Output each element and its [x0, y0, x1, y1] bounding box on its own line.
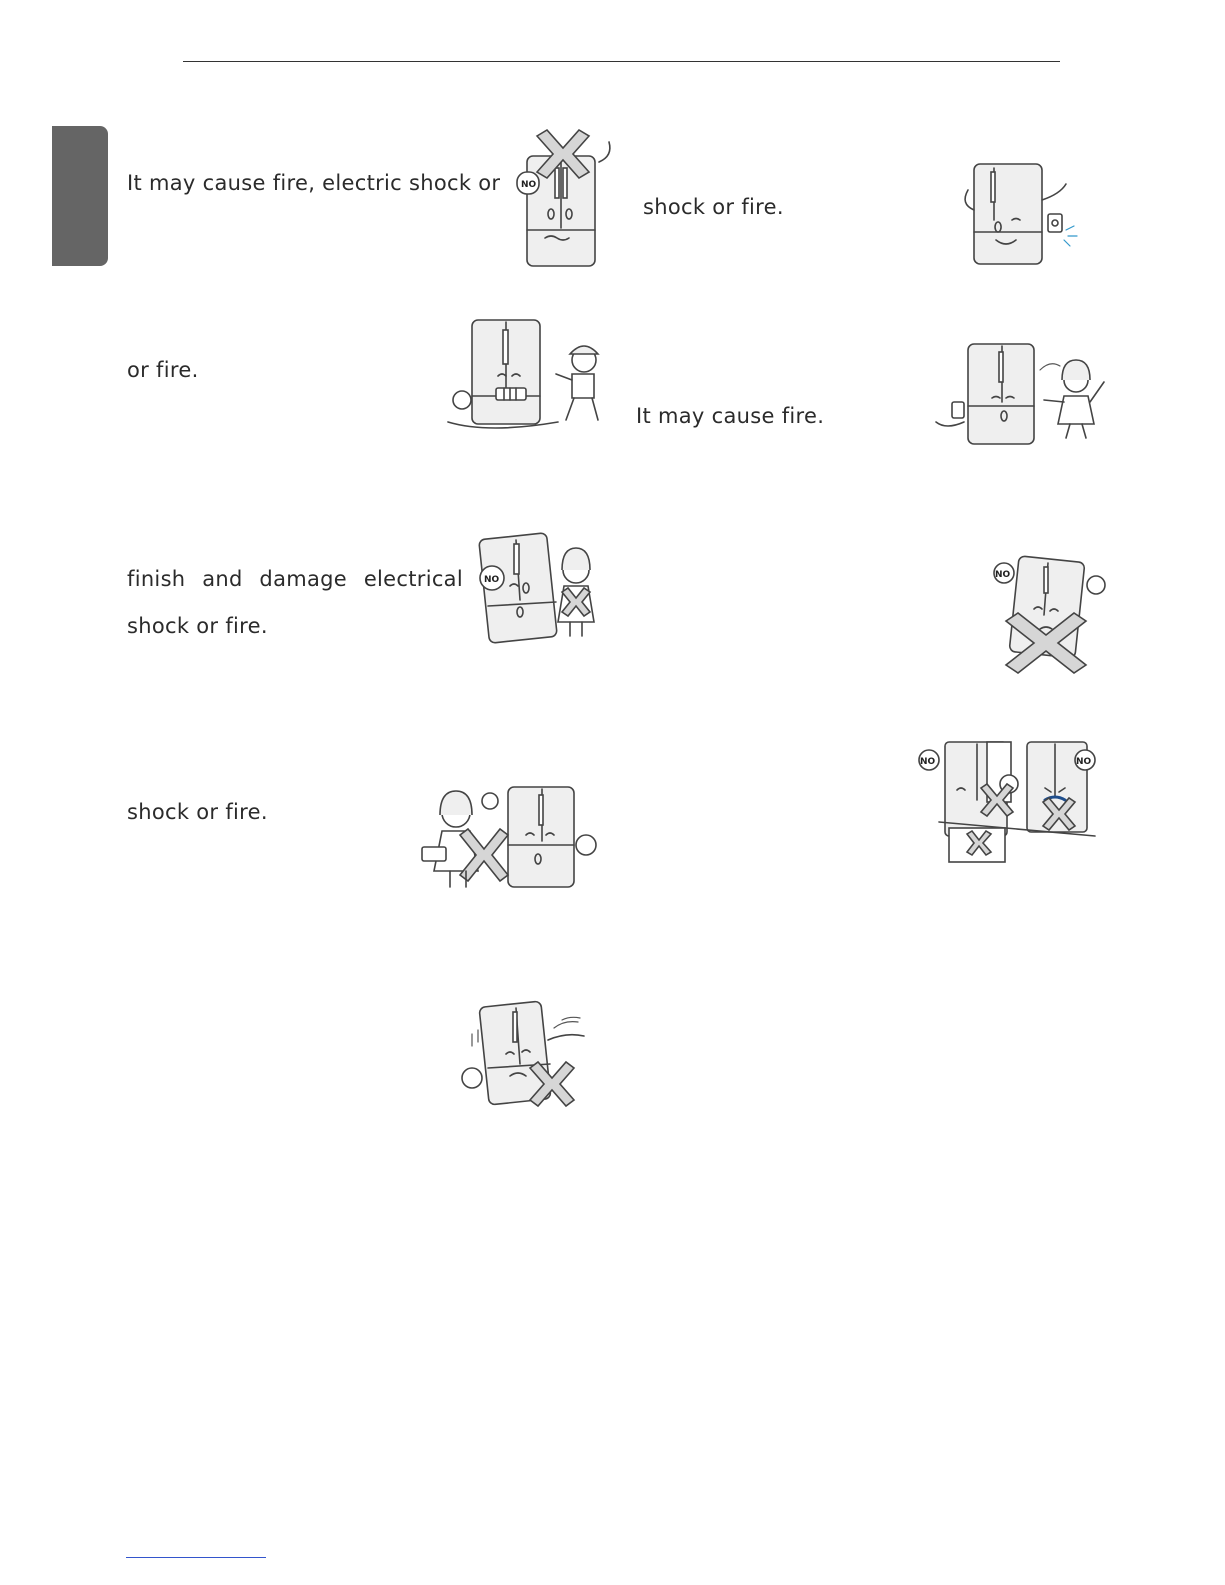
no-badge-label: NO	[521, 180, 537, 190]
svg-text:NO: NO	[1076, 757, 1092, 767]
section-side-tab	[52, 126, 108, 266]
svg-text:NO: NO	[920, 757, 936, 767]
warning-text-4: It may cause fire.	[636, 404, 825, 428]
illustration-fridge-outlet-spark	[960, 160, 1085, 268]
warning-text-2: shock or fire.	[643, 195, 784, 219]
illustration-two-fridges-no	[905, 738, 1100, 866]
illustration-fridge-shaking-x	[458, 998, 598, 1110]
header-rule	[183, 61, 1060, 62]
illustration-fridge-repair-man	[448, 316, 608, 434]
illustration-fridge-unplug-no	[515, 128, 625, 270]
illustration-fridge-no-girl	[476, 530, 606, 648]
svg-text:NO: NO	[484, 575, 500, 585]
illustration-fridge-big-x	[986, 555, 1111, 667]
warning-text-5-line2: shock or fire.	[127, 614, 268, 638]
footer-rule	[126, 1557, 266, 1558]
illustration-girl-wrench-fridge	[408, 783, 603, 895]
warning-text-5-line1: finish and damage electrical	[127, 567, 463, 591]
warning-text-6: shock or fire.	[127, 800, 268, 824]
illustration-fridge-girl-outlet	[930, 340, 1115, 448]
warning-text-3: or fire.	[127, 358, 199, 382]
svg-text:NO: NO	[995, 570, 1011, 580]
warning-text-1: It may cause fire, electric shock or	[127, 171, 501, 195]
